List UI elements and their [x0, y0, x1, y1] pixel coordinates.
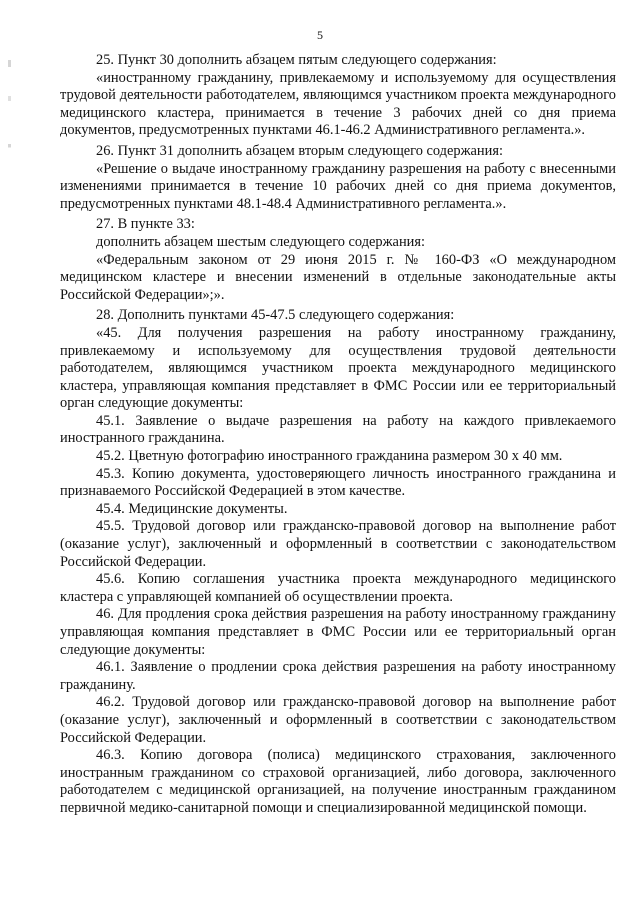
paragraph-clause-45-2: 45.2. Цветную фотографию иностранного гражданина размером 30 х 40 мм.: [96, 448, 563, 465]
paragraph-clause-46-3: 46.3. Копию договора (полиса) медицинского страхования, заключенного иностранным гражданином со страховой организацией, либо договора, заключенного работодателем с медицинской организацией, на получение иностранным гражданином первичной медико-санитарной помощи и специализированной медицинской помощи.: [60, 747, 616, 816]
paragraph-clause-45-3: 45.3. Копию документа, удостоверяющего личность иностранного гражданина и признаваемого Российской Федерацией в этом качестве.: [60, 465, 616, 500]
paragraph-item-26-text: «Решение о выдаче иностранному гражданину разрешения на работу с внесенными изменениями принимается в течение 10 рабочих дней со дня приема документов, предусмотренных пунктами 48.1-48.4 Административного регламента.».: [60, 160, 616, 212]
paragraph-item-27: 27. В пункте 33:: [96, 216, 195, 233]
paragraph-clause-45-4: 45.4. Медицинские документы.: [96, 500, 288, 517]
paragraph-clause-45-6: 45.6. Копию соглашения участника проекта международного медицинского кластера с управляющей компанией об осуществлении проекта.: [60, 571, 616, 605]
paragraph-item-25-text: «иностранному гражданину, привлекаемому и используемому для осуществления трудовой деятельности работодателем, являющимся участником проекта международного медицинского кластера, принимается в течение 3 рабочих дней со дня приема документов, предусмотренных пунктами 46.1-46.2 Административного регламента.».: [60, 69, 616, 139]
document-body: [60, 52, 616, 818]
scan-margin-mark: [8, 60, 11, 180]
paragraph-item-26: 26. Пункт 31 дополнить абзацем вторым следующего содержания:: [96, 142, 503, 159]
page-number: 5: [317, 28, 323, 42]
paragraph-clause-46-2: 46.2. Трудовой договор или гражданско-правовой договор на выполнение работ (оказание услуг), заключенный и оформленный в соответствии с законодательством Российской Федерации.: [60, 694, 616, 746]
paragraph-clause-46: 46. Для продления срока действия разрешения на работу иностранному гражданину управляющая компания представляет в ФМС России или ее территориальный орган следующие документы:: [60, 606, 616, 658]
paragraph-item-25: 25. Пункт 30 дополнить абзацем пятым следующего содержания:: [96, 52, 497, 68]
paragraph-item-27-sub: дополнить абзацем шестым следующего содержания:: [96, 233, 425, 250]
paragraph-clause-45: «45. Для получения разрешения на работу иностранному гражданину, привлекаемому и используемому для осуществления трудовой деятельности работодателем, являющимся участником проекта международного медицинского кластера, управляющая компания представляет в ФМС России или ее территориальный орган следующие документы:: [60, 324, 616, 412]
paragraph-clause-45-1: 45.1. Заявление о выдаче разрешения на работу на каждого привлекаемого иностранного гражданина.: [60, 412, 616, 447]
paragraph-clause-46-1: 46.1. Заявление о продлении срока действия разрешения на работу иностранному гражданину.: [60, 659, 616, 693]
paragraph-clause-45-5: 45.5. Трудовой договор или гражданско-правовой договор на выполнение работ (оказание услуг), заключенный и оформленный в соответствии с законодательством Российской Федерации.: [60, 518, 616, 570]
paragraph-item-28: 28. Дополнить пунктами 45-47.5 следующего содержания:: [96, 307, 455, 324]
paragraph-item-27-text: «Федеральным законом от 29 июня 2015 г. № 160-ФЗ «О международном медицинском кластере и внесении изменений в отдельные законодательные акты Российской Федерации»;».: [60, 251, 616, 303]
